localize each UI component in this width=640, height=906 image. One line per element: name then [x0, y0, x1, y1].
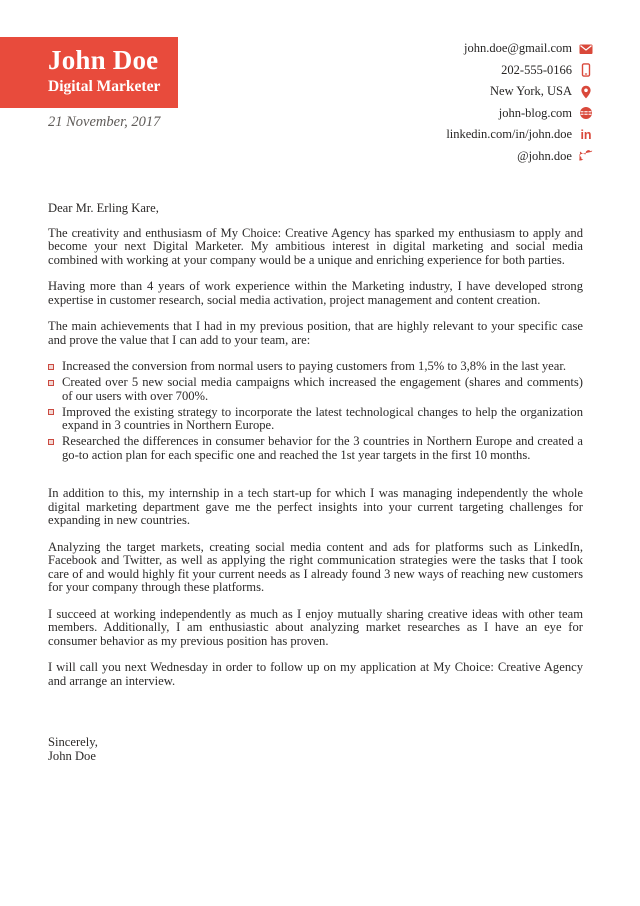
- bullet-square-icon: [48, 380, 54, 386]
- website-icon: [579, 106, 593, 120]
- paragraph-experience: Having more than 4 years of work experience within the Marketing industry, I have developed strong expertise in customer research, social media activation, project management and content creation.: [48, 279, 583, 307]
- paragraph-followup: I will call you next Wednesday in order to follow up on my application at My Choice: Creative Agency and arrange an interview.: [48, 660, 583, 688]
- closing-block: [48, 736, 583, 763]
- closing-word: Sincerely,: [48, 735, 98, 749]
- salutation: Dear Mr. Erling Kare,: [48, 201, 159, 215]
- signature-name: John Doe: [48, 748, 96, 763]
- location-text: New York, USA: [490, 84, 572, 99]
- contact-row-location: [446, 81, 593, 103]
- contact-row-email: [446, 38, 593, 60]
- linkedin-handle: linkedin.com/in/john.doe: [446, 127, 572, 142]
- achievement-text: Researched the differences in consumer behavior for the 3 countries in Northern Europe and created a go-to action plan for each specific one and reached the 1st year targets in the first 10 months.: [62, 434, 583, 462]
- paragraph-intro: The creativity and enthusiasm of My Choice: Creative Agency has sparked my enthusiasm to apply and become your next Digital Marketer. My ambitious interest in digital marketing and social media combined with working at your company would be a unique and enriching experience for both parties.: [48, 225, 583, 267]
- person-name: John Doe: [48, 45, 159, 75]
- contact-row-website: [446, 103, 593, 125]
- paragraph-internship: In addition to this, my internship in a tech start-up for which I was managing independently the whole digital marketing department gave me the perfect insights into your current targeting challenges for expanding in new countries.: [48, 486, 583, 527]
- bullet-square-icon: [48, 439, 54, 445]
- paragraph-achievements-lead: The main achievements that I had in my previous position, that are highly relevant to your specific case and prove the value that I can add to your team, are:: [48, 319, 583, 347]
- achievement-item: [48, 376, 583, 403]
- bullet-square-icon: [48, 409, 54, 415]
- twitter-handle: @john.doe: [517, 148, 572, 163]
- achievement-text: Improved the existing strategy to incorporate the latest technological changes to help the organization expand in 3 countries in Northern Europe.: [62, 404, 583, 432]
- name-header-block: [0, 37, 178, 108]
- paragraph-platforms: Analyzing the target markets, creating social media content and ads for platforms such as LinkedIn, Facebook and Twitter, as well as applying the right communication strategies were the tasks that I took care of and would highly fit your current needs as I already found 3 new ways of reaching new customers for your company through these platforms.: [48, 539, 583, 594]
- phone-number: 202-555-0166: [501, 62, 572, 77]
- achievement-item: [48, 406, 583, 433]
- contact-row-linkedin: [446, 124, 593, 146]
- achievement-text: Increased the conversion from normal users to paying customers from 1,5% to 3,8% in the last year.: [62, 359, 566, 373]
- email-icon: [579, 42, 593, 56]
- achievement-item: [48, 435, 583, 462]
- paragraph-teamwork: I succeed at working independently as much as I enjoy mutually sharing creative ideas with other team members. Additionally, I am enthusiastic about analyzing market researches as I have an eye for consumer behavior as my previous position has proven.: [48, 606, 583, 648]
- contact-row-phone: [446, 60, 593, 82]
- contact-row-twitter: [446, 146, 593, 168]
- email-address: john.doe@gmail.com: [463, 41, 572, 56]
- letter-date: 21 November, 2017: [48, 114, 161, 130]
- achievement-text: Created over 5 new social media campaigns which increased the engagement (shares and comments) of our users with over 700%.: [62, 375, 583, 403]
- bullet-square-icon: [48, 364, 54, 370]
- linkedin-icon: in: [580, 127, 592, 142]
- letter-body: [48, 202, 583, 763]
- phone-icon: [579, 63, 593, 77]
- achievement-item: [48, 360, 583, 374]
- twitter-icon: [579, 149, 593, 163]
- contact-info-list: [446, 38, 593, 167]
- location-pin-icon: [579, 85, 593, 99]
- website-url: john-blog.com: [498, 105, 572, 120]
- job-title: Digital Marketer: [48, 78, 161, 95]
- achievements-list: [48, 360, 583, 462]
